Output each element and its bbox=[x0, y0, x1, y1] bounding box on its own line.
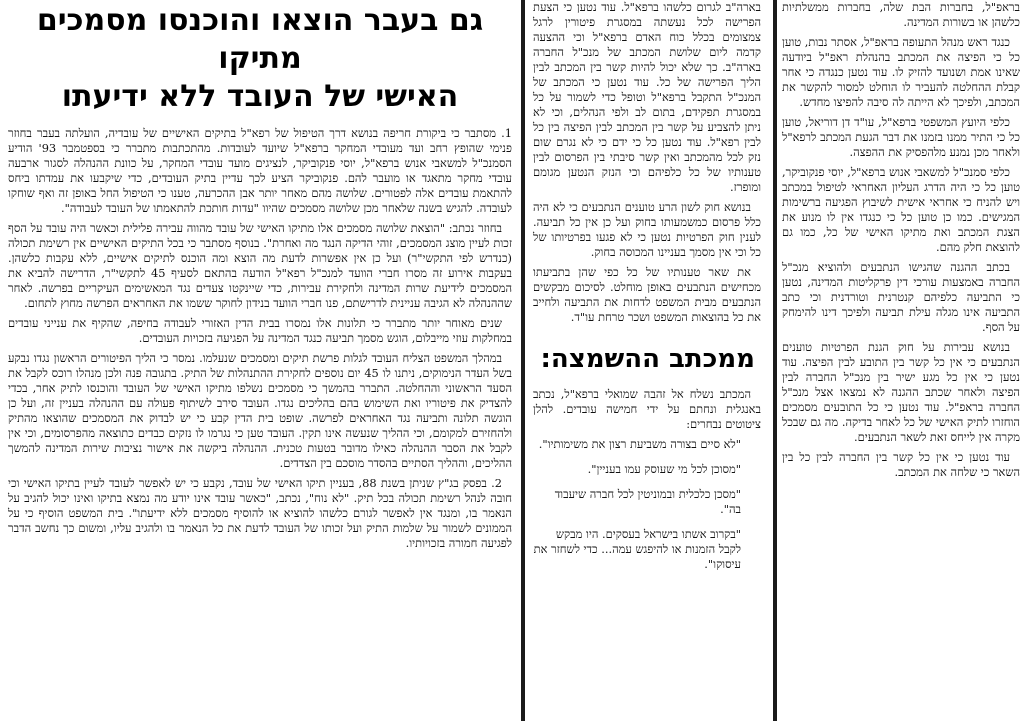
middle-column bbox=[533, 0, 761, 582]
headline-line: האישי של העובד ללא ידיעתו bbox=[61, 79, 459, 114]
middle-paragraph: בארה"ב לגרום כלשהו ברפא"ל. עוד נטען כי הצעת הפרישה לכל נעשתה במסגרת פיטורין לרגל צמצומים בכלל כוח האדם ברפא"ל וכי ההצעה קדמה ליום שלושת המכתב של מנכ"ל החברה בארה"ב. כך שלא יכול להיות קשר בין המכתב לבין הליך הפרישה של כל. עוד נטען כי המכתב של המנכ"ל התקבל ברפא"ל וטופל כדי לשמור על כל במסגרת תפקידם, בתום לב ולפי הנהלים, וכי לא ניתן להצביע על קשר בין המכתב לבין הפיצה בין כל לבין רפא"ל. עוד נטען כל כי ידם כי לא נגרם שום נזק לכל מהמכתב ואין קשר סיבתי בין הפרסום לבין טענותיו של כל כלפיהם וכי הנזק הנטען מגומם ומופרז. bbox=[533, 0, 761, 194]
left-paragraph: 1. מסתבר כי ביקורת חריפה בנושא דרך הטיפול של רפא"ל בתיקים האישיים של עובדיה, הועלתה בעבר בחוזר פנימי שהופץ רחב ועד מעובדי המחקר ברפא"ל שיועד לעובדות. מהתכתבות מתברר כי בספטמבר 93' הודיע הסמנכ"ל למשאבי אנוש ברפא"ל, יוסי פנקוביקר, לנציגים מועד עובדי המחקר, על כוונת ההנהלה לסגור ארבעה עובדי מחקר מתאגד או מועבר להם. פנקוביקר הציע לכך עדיין בתיק העובדים, כדי שיקבעו את עמדתו ביחס להתאמת עובדים אלה לפטורים. שלושה מהם מאחר יותר אבן ההכרעה, טענו כי הטיפול החל באופן זה ואף שוחקו לעובדה. להגיש בשנה שלאחר מכן שלושה מסמכים שהיוו "עדות חותכת להתאמתו של העובד לעבודה". bbox=[8, 126, 512, 215]
left-paragraph: 2. בפסק בג"ץ שניתן בשנת 88, בעניין תיקו האישי של עובד, נקבע כי יש לאפשר לעובד לעיין בתיקו האישי וכי חובה לנהל רשימת תכולה בכל תיק. "לא נוח", נכתב, "כאשר עובד אינו יודע מה נמצא בתיקו ואינו יכול להגיב על הנאמר בו, ומנגד אין לאפשר לגורם כלשהו להוציא או להוסיף מסמכים ללא ידיעתו". בית המשפט הוסיף כי על הממונים לשמור על שלמות התיק ועל זכותו של העובד לדעת את כל הנאמר בו ולהגיב עליו, ומשום כך נחשב הדבר לפגיעה חמורה בזכויותיו. bbox=[8, 476, 512, 550]
right-paragraph: כלפי סמנכ"ל למשאבי אנוש ברפא"ל, יוסי פנקוביקר, טוען כל כי היה הדרג העליון האחראי לטיפול במכתב ויש להניח כי אחראי אישית לשיבוץ הפגיעה ברשימות המגישים. כמו כן טוען כל כי כנגדו אין לו מנוע את הצגת המכתב ואת מתיקו האישי של כל, כמו גם להוצאת חלק מהם. bbox=[782, 165, 1020, 254]
letter-section-title: ממכתב ההשמצה: bbox=[540, 344, 755, 374]
letter-quote: "בקרוב אשתו בישראל בעסקים. היו מבקש לקבל הזמנות או להיפגש עמה... כדי לשחזר את עיסוקו". bbox=[533, 527, 741, 571]
letter-quote: "לא סיים בצורה משביעת רצון את משימותיו". bbox=[538, 437, 741, 451]
headline bbox=[8, 2, 512, 116]
right-paragraph: כלפי היועץ המשפטי ברפא"ל, עו"ד דן דוריאל, טוען כל כי התיר ממנו בזמנו את דבר הגעת המכתב לרפא"ל ולאחר מכן נמנע מלהפסיק את ההפצה. bbox=[782, 115, 1020, 159]
left-paragraph: במהלך המשפט הצליח העובד לגלות פרשת תיקים ומסמכים שנעלמו. נמסר כי הליך הפיטורים הראשון נגדו נבקע בשל העדר הנימוקים, ניתנו לו 45 יום נוספים לחקירת ההתנהלות של התיק. בתגובה פנה ולכן מנהלו רוכס לקבל את הסעד הראשוני וההחלטה. התברר בהמשך כי מסמכים נשלפו מתיקו האישי של העובד והוכנסו לתיק אחר, בכדי להצדיק את פיטוריו ואת השימוש בהם בהליכים נגדו. העובד סירב לשיתוף פעולה עם ההנהלה בעניין זה, ועל כן הוגשה תלונה ותביעה נגד האחראים לפרשה. שופט בית הדין קבע כי יש לבדוק את המסמכים שהוצאו מהתיק ולהחזירם למקומם, וכי ההליך שנעשה אינו תקין. העובד טען כי נגרמו לו נזקים כבדים כתוצאה מהפרסומים, וכי אין לקבל את הסבר ההנהלה כאילו מדובר בטעות טכנית. ההנהלה ביקשה את אישור נציבות שירות המדינה להמשך ההליכים, וההליך הסתיים בהסדר מוסכם בין הצדדים. bbox=[8, 351, 512, 470]
right-paragraph: עוד נטען כי אין כל קשר בין החברה לבין כל בין השאר כי שלחה את המכתב. bbox=[782, 450, 1020, 479]
right-paragraph: בראפ"ל, בחברות הבת שלה, בחברות ממשלתיות כלשהן או בשורות המדינה. bbox=[782, 0, 1020, 29]
right-paragraph: כנגד ראש מנהל התעופה בראפ"ל, אסתר נבות, טוען כל כי הפיצה את המכתב בהנהלת ראפ"ל ביודעה שאינו אמת ושנועד להזיק לו. עוד נטען כנגדה כי אחר קבלת ההחלטה להעביר לו הוחלט למסור להקשר את המכתב, ולפיכך לא הייתה לה סיבה להפיצו מחדש. bbox=[782, 35, 1020, 109]
right-paragraph: בנושא עבירות על חוק הגנת הפרטיות טוענים הנתבעים כי אין כל קשר בין התובע לבין הפיצה. עוד נטען כי אין כל מגע ישיר בין מנכ"ל החברה לבין הפיצה ולאחר שכתב ההגנה לא נמצאו אצל מנכ"ל החברה בראפ"ל. עוד נטען כי כל התובעים מסמכים הוחזרו לתיק האישי של כל לאחר בדיקה. מה גם שבכל מקרה אין לייחס זאת לשאר הנתבעים. bbox=[782, 340, 1020, 444]
letter-quote: "מסכן כלכלית ובמוניטין לכל חברה שיעבוד בה". bbox=[554, 487, 741, 516]
left-column bbox=[8, 0, 512, 556]
middle-paragraph: בנושא חוק לשון הרע טוענים הנתבעים כי לא היה כלל פרסום כמשמעותו בחוק ועל כן אין כל תביעה. לענין חוק הפרטיות נטען כי לא פגעו בפרטיותו של כל וכי אין מסמך בעניינו המכוסה בחוק. bbox=[533, 200, 761, 259]
column-rule bbox=[773, 0, 777, 721]
left-paragraph: בחוזר נכתב: "הוצאת שלושה מסמכים אלו מתיקו האישי של עובד מהווה עבירה פלילית וכאשר היה עובד על הסף זכות לעיין מוצג המסמכים, זוהי הדיקה הנגד מה ואחרת". בנוסף מסתבר כי בכל התיקים האישיים אין רשימת תכולה (כנדרש לפי התקשי"ר) ועל כן אין אפשרות לדעת מה הוצא ומה הוכנס לתיקים אישיים, ללא עקבות כלשהן. בעקבות אירוע זה מסרו חברי הוועד למנכ"ל רפא"ל הודעה בהתאם לסעיף 45 לתקשי"ר, הדרישה להביא את המסמכים לידיעת שרות המדינה ולחקירת עבירות, כדי שיינקטו צעדים נגד המאשימים העיקריים בפרשה. לאחר שההנהלה לא הגיבה עניינית לדרישתם, פנו חברי הוועד בנידון לחוקר ששמו את האחראים הפרשה מחוץ לתחום. bbox=[8, 221, 512, 310]
letter-quote: "מסוכן לכל מי שעוסק עמו בעניין". bbox=[587, 462, 741, 476]
right-paragraph: בכתב ההגנה שהגישו הנתבעים ולהוציא מנכ"ל החברה באמצעות עורכי דין פרקליטות המדינה, נטען כי התביעה כלפיהם קנטרנית וטורדנית וכי כתב התביעה אינו מגלה עילת תביעה ולפיכך דינו להימחק על הסף. bbox=[782, 260, 1020, 334]
letter-intro: המכתב נשלח אל זהבה שמואלי ברפא"ל, נכתב באנגלית ונחתם על ידי חמישה עובדים. להלן ציטוטים נבחרים: bbox=[533, 387, 761, 431]
middle-paragraph: את שאר טענותיו של כל כפי שהן בתביעתו מכחישים הנתבעים באופן מוחלט. לסיכום מבקשים הנתבעים מבית המשפט לדחות את התביעה ולחייב את כל בהוצאות המשפט ושכר טרחת עו"ד. bbox=[533, 265, 761, 324]
left-paragraph: שנים מאוחר יותר מתברר כי תלונות אלו נמסרו בבית הדין האזורי לעבודה בחיפה, שהקיף את ענייני עובדים במחלקות עוזי מייבלום, הוגש מסמך תביעה כנגד המדינה על הפגיעה בזכויות העובדים. bbox=[8, 316, 512, 345]
headline-line: גם בעבר הוצאו והוכנסו מסמכים מתיקו bbox=[36, 3, 484, 76]
right-column bbox=[782, 0, 1020, 485]
column-rule bbox=[521, 0, 525, 721]
